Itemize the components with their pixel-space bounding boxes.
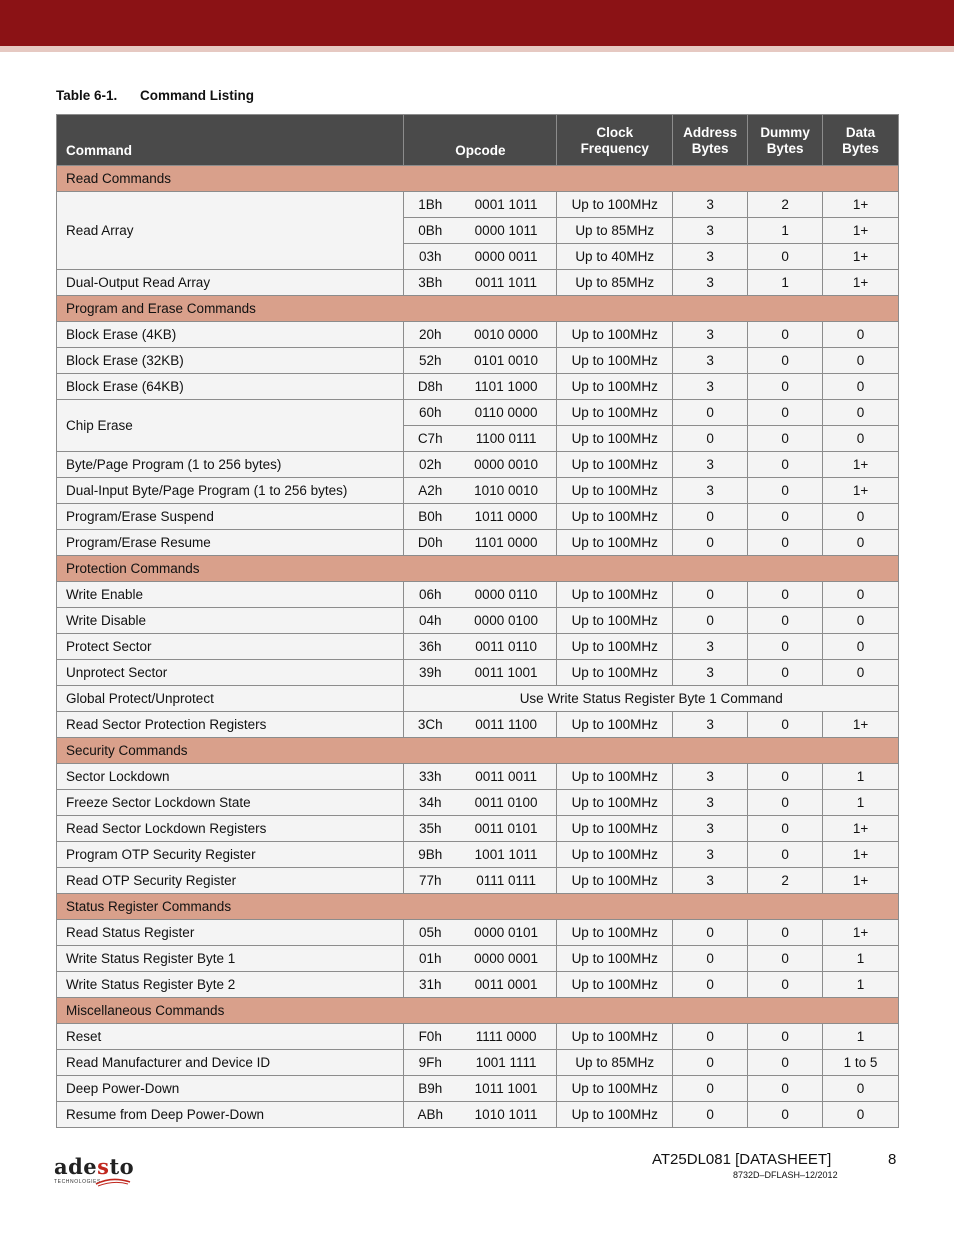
opcode-hex: ABh [404, 1102, 456, 1128]
dummy-bytes: 0 [748, 426, 823, 452]
group-title: Miscellaneous Commands [57, 998, 899, 1024]
command-name: Dual-Input Byte/Page Program (1 to 256 bytes) [57, 478, 404, 504]
data-bytes: 1+ [823, 192, 899, 218]
clock-frequency: Up to 100MHz [557, 790, 673, 816]
dummy-bytes: 0 [748, 478, 823, 504]
clock-frequency: Up to 100MHz [557, 426, 673, 452]
opcode-hex: 02h [404, 452, 456, 478]
command-table [56, 114, 899, 1128]
data-bytes: 1 [823, 790, 899, 816]
group-row [57, 998, 899, 1024]
clock-frequency: Up to 100MHz [557, 504, 673, 530]
dummy-bytes: 0 [748, 1102, 823, 1128]
address-bytes: 0 [673, 608, 748, 634]
header-bar [0, 0, 954, 52]
address-bytes: 3 [673, 452, 748, 478]
opcode-binary: 0000 0001 [456, 946, 557, 972]
command-name: Block Erase (64KB) [57, 374, 404, 400]
table-row [57, 478, 899, 504]
clock-frequency: Up to 85MHz [557, 218, 673, 244]
clock-frequency: Up to 85MHz [557, 270, 673, 296]
clock-frequency: Up to 40MHz [557, 244, 673, 270]
clock-frequency: Up to 100MHz [557, 1102, 673, 1128]
opcode-hex: 33h [404, 764, 456, 790]
address-bytes: 0 [673, 1102, 748, 1128]
opcode-hex: A2h [404, 478, 456, 504]
dummy-bytes: 0 [748, 374, 823, 400]
group-title: Protection Commands [57, 556, 899, 582]
table-row [57, 660, 899, 686]
command-name: Freeze Sector Lockdown State [57, 790, 404, 816]
data-bytes: 1+ [823, 478, 899, 504]
logo-swoosh-icon [94, 1176, 132, 1188]
clock-frequency: Up to 100MHz [557, 582, 673, 608]
clock-frequency: Up to 100MHz [557, 348, 673, 374]
dummy-bytes: 1 [748, 218, 823, 244]
data-bytes: 1 [823, 1024, 899, 1050]
opcode-hex: 36h [404, 634, 456, 660]
clock-frequency: Up to 100MHz [557, 868, 673, 894]
opcode-hex: 03h [404, 244, 456, 270]
group-title: Program and Erase Commands [57, 296, 899, 322]
opcode-hex: 35h [404, 816, 456, 842]
clock-frequency: Up to 100MHz [557, 634, 673, 660]
opcode-hex: 60h [404, 400, 456, 426]
address-bytes: 0 [673, 1024, 748, 1050]
clock-frequency: Up to 100MHz [557, 946, 673, 972]
dummy-bytes: 0 [748, 530, 823, 556]
opcode-binary: 1010 0010 [456, 478, 557, 504]
clock-frequency: Up to 100MHz [557, 920, 673, 946]
address-bytes: 3 [673, 764, 748, 790]
opcode-binary: 1011 0000 [456, 504, 557, 530]
table-number: Table 6-1. [56, 88, 118, 103]
opcode-hex: C7h [404, 426, 456, 452]
data-bytes: 1 [823, 946, 899, 972]
page-number: 8 [888, 1151, 897, 1168]
table-row [57, 920, 899, 946]
address-bytes: 0 [673, 1050, 748, 1076]
opcode-binary: 0011 0001 [456, 972, 557, 998]
command-name: Read Array [57, 192, 404, 270]
command-name: Write Status Register Byte 1 [57, 946, 404, 972]
command-name: Sector Lockdown [57, 764, 404, 790]
opcode-hex: 31h [404, 972, 456, 998]
clock-frequency: Up to 100MHz [557, 374, 673, 400]
opcode-binary: 1111 0000 [456, 1024, 557, 1050]
table-row [57, 348, 899, 374]
opcode-binary: 0101 0010 [456, 348, 557, 374]
table-row [57, 1050, 899, 1076]
table-row [57, 868, 899, 894]
command-note: Use Write Status Register Byte 1 Command [404, 686, 899, 712]
opcode-hex: 39h [404, 660, 456, 686]
data-bytes: 1+ [823, 218, 899, 244]
data-bytes: 0 [823, 634, 899, 660]
opcode-binary: 1010 1011 [456, 1102, 557, 1128]
dummy-bytes: 0 [748, 920, 823, 946]
command-name: Block Erase (4KB) [57, 322, 404, 348]
logo-subtext: TECHNOLOGIES [54, 1179, 101, 1185]
address-bytes: 3 [673, 192, 748, 218]
opcode-hex: F0h [404, 1024, 456, 1050]
address-bytes: 0 [673, 530, 748, 556]
command-name: Read Sector Protection Registers [57, 712, 404, 738]
data-bytes: 0 [823, 1076, 899, 1102]
address-bytes: 3 [673, 322, 748, 348]
opcode-hex: 05h [404, 920, 456, 946]
clock-frequency: Up to 100MHz [557, 452, 673, 478]
dummy-bytes: 0 [748, 348, 823, 374]
clock-frequency: Up to 100MHz [557, 816, 673, 842]
opcode-binary: 0011 0110 [456, 634, 557, 660]
dummy-bytes: 1 [748, 270, 823, 296]
address-bytes: 3 [673, 634, 748, 660]
group-title: Security Commands [57, 738, 899, 764]
clock-frequency: Up to 100MHz [557, 322, 673, 348]
dummy-bytes: 0 [748, 660, 823, 686]
data-bytes: 0 [823, 400, 899, 426]
opcode-binary: 0011 0011 [456, 764, 557, 790]
clock-frequency: Up to 100MHz [557, 608, 673, 634]
dummy-bytes: 0 [748, 842, 823, 868]
dummy-bytes: 2 [748, 192, 823, 218]
data-bytes: 0 [823, 322, 899, 348]
table-title: Command Listing [140, 88, 254, 103]
address-bytes: 3 [673, 790, 748, 816]
opcode-binary: 0011 0100 [456, 790, 557, 816]
opcode-binary: 1101 1000 [456, 374, 557, 400]
address-bytes: 3 [673, 816, 748, 842]
opcode-hex: 52h [404, 348, 456, 374]
opcode-binary: 0000 0010 [456, 452, 557, 478]
command-name: Write Enable [57, 582, 404, 608]
group-row [57, 296, 899, 322]
opcode-hex: 3Bh [404, 270, 456, 296]
address-bytes: 0 [673, 920, 748, 946]
data-bytes: 0 [823, 504, 899, 530]
group-row [57, 556, 899, 582]
dummy-bytes: 0 [748, 582, 823, 608]
command-name: Reset [57, 1024, 404, 1050]
address-bytes: 3 [673, 218, 748, 244]
col-header-opcode: Opcode [404, 115, 557, 166]
address-bytes: 0 [673, 1076, 748, 1102]
table-row [57, 1102, 899, 1128]
dummy-bytes: 0 [748, 452, 823, 478]
group-row [57, 166, 899, 192]
data-bytes: 1+ [823, 868, 899, 894]
clock-frequency: Up to 100MHz [557, 660, 673, 686]
opcode-hex: 9Fh [404, 1050, 456, 1076]
opcode-binary: 0011 1100 [456, 712, 557, 738]
address-bytes: 3 [673, 712, 748, 738]
command-name: Unprotect Sector [57, 660, 404, 686]
opcode-hex: 1Bh [404, 192, 456, 218]
command-name: Block Erase (32KB) [57, 348, 404, 374]
opcode-binary: 0011 1001 [456, 660, 557, 686]
data-bytes: 1+ [823, 244, 899, 270]
command-name: Write Status Register Byte 2 [57, 972, 404, 998]
opcode-binary: 0000 0110 [456, 582, 557, 608]
table-row [57, 270, 899, 296]
command-name: Program/Erase Resume [57, 530, 404, 556]
data-bytes: 0 [823, 348, 899, 374]
opcode-binary: 0000 0101 [456, 920, 557, 946]
dummy-bytes: 0 [748, 764, 823, 790]
dummy-bytes: 2 [748, 868, 823, 894]
table-header-row [57, 115, 899, 166]
document-code: 8732D–DFLASH–12/2012 [733, 1170, 838, 1180]
table-row [57, 972, 899, 998]
table-caption [56, 88, 254, 103]
opcode-hex: D8h [404, 374, 456, 400]
table-row [57, 686, 899, 712]
clock-frequency: Up to 100MHz [557, 1076, 673, 1102]
opcode-hex: 34h [404, 790, 456, 816]
clock-frequency: Up to 100MHz [557, 1024, 673, 1050]
table-row [57, 842, 899, 868]
address-bytes: 0 [673, 426, 748, 452]
group-row [57, 738, 899, 764]
address-bytes: 0 [673, 582, 748, 608]
command-name: Dual-Output Read Array [57, 270, 404, 296]
opcode-binary: 1100 0111 [456, 426, 557, 452]
data-bytes: 1+ [823, 816, 899, 842]
dummy-bytes: 0 [748, 608, 823, 634]
table-row [57, 322, 899, 348]
address-bytes: 3 [673, 348, 748, 374]
logo-wordmark: adesto [54, 1154, 135, 1179]
data-bytes: 1+ [823, 842, 899, 868]
address-bytes: 3 [673, 270, 748, 296]
dummy-bytes: 0 [748, 972, 823, 998]
address-bytes: 0 [673, 400, 748, 426]
table-row [57, 946, 899, 972]
opcode-hex: 9Bh [404, 842, 456, 868]
opcode-hex: 01h [404, 946, 456, 972]
table-row [57, 816, 899, 842]
clock-frequency: Up to 100MHz [557, 478, 673, 504]
opcode-hex: 04h [404, 608, 456, 634]
dummy-bytes: 0 [748, 244, 823, 270]
command-name: Deep Power-Down [57, 1076, 404, 1102]
data-bytes: 1+ [823, 712, 899, 738]
opcode-hex: 3Ch [404, 712, 456, 738]
clock-frequency: Up to 100MHz [557, 400, 673, 426]
data-bytes: 0 [823, 660, 899, 686]
opcode-hex: 0Bh [404, 218, 456, 244]
command-name: Read Manufacturer and Device ID [57, 1050, 404, 1076]
clock-frequency: Up to 100MHz [557, 530, 673, 556]
address-bytes: 3 [673, 244, 748, 270]
table-row [57, 764, 899, 790]
command-name: Read OTP Security Register [57, 868, 404, 894]
table-row [57, 374, 899, 400]
command-name: Byte/Page Program (1 to 256 bytes) [57, 452, 404, 478]
command-name: Resume from Deep Power-Down [57, 1102, 404, 1128]
opcode-binary: 0011 0101 [456, 816, 557, 842]
opcode-hex: D0h [404, 530, 456, 556]
command-name: Program/Erase Suspend [57, 504, 404, 530]
address-bytes: 3 [673, 842, 748, 868]
group-title: Read Commands [57, 166, 899, 192]
data-bytes: 1 [823, 764, 899, 790]
opcode-binary: 0001 1011 [456, 192, 557, 218]
table-row [57, 504, 899, 530]
opcode-hex: B0h [404, 504, 456, 530]
opcode-binary: 1101 0000 [456, 530, 557, 556]
data-bytes: 1 [823, 972, 899, 998]
address-bytes: 3 [673, 660, 748, 686]
dummy-bytes: 0 [748, 504, 823, 530]
table-row [57, 452, 899, 478]
company-logo [54, 1156, 144, 1192]
dummy-bytes: 0 [748, 1076, 823, 1102]
address-bytes: 3 [673, 374, 748, 400]
col-header-command: Command [57, 115, 404, 166]
opcode-binary: 0110 0000 [456, 400, 557, 426]
data-bytes: 0 [823, 1102, 899, 1128]
clock-frequency: Up to 85MHz [557, 1050, 673, 1076]
address-bytes: 0 [673, 972, 748, 998]
clock-frequency: Up to 100MHz [557, 842, 673, 868]
command-name: Global Protect/Unprotect [57, 686, 404, 712]
address-bytes: 0 [673, 946, 748, 972]
table-row [57, 712, 899, 738]
table-row [57, 634, 899, 660]
data-bytes: 1+ [823, 920, 899, 946]
table-body [57, 166, 899, 1128]
table-row [57, 530, 899, 556]
dummy-bytes: 0 [748, 946, 823, 972]
col-header-address: Address Bytes [673, 115, 748, 166]
dummy-bytes: 0 [748, 1050, 823, 1076]
command-name: Read Sector Lockdown Registers [57, 816, 404, 842]
table-row [57, 400, 899, 426]
table-row [57, 790, 899, 816]
dummy-bytes: 0 [748, 816, 823, 842]
opcode-binary: 0111 0111 [456, 868, 557, 894]
table-row [57, 582, 899, 608]
data-bytes: 0 [823, 426, 899, 452]
col-header-dummy: Dummy Bytes [748, 115, 823, 166]
document-title: AT25DL081 [DATASHEET] [652, 1151, 832, 1168]
opcode-binary: 1011 1001 [456, 1076, 557, 1102]
data-bytes: 0 [823, 530, 899, 556]
address-bytes: 3 [673, 478, 748, 504]
dummy-bytes: 0 [748, 634, 823, 660]
address-bytes: 3 [673, 868, 748, 894]
command-name: Program OTP Security Register [57, 842, 404, 868]
dummy-bytes: 0 [748, 790, 823, 816]
opcode-hex: 06h [404, 582, 456, 608]
command-name: Chip Erase [57, 400, 404, 452]
data-bytes: 0 [823, 374, 899, 400]
opcode-binary: 0010 0000 [456, 322, 557, 348]
command-name: Write Disable [57, 608, 404, 634]
opcode-binary: 1001 1111 [456, 1050, 557, 1076]
opcode-binary: 0000 0100 [456, 608, 557, 634]
address-bytes: 0 [673, 504, 748, 530]
command-name: Protect Sector [57, 634, 404, 660]
opcode-binary: 0000 1011 [456, 218, 557, 244]
clock-frequency: Up to 100MHz [557, 712, 673, 738]
opcode-binary: 0000 0011 [456, 244, 557, 270]
dummy-bytes: 0 [748, 1024, 823, 1050]
opcode-hex: 77h [404, 868, 456, 894]
table-row [57, 1024, 899, 1050]
opcode-hex: B9h [404, 1076, 456, 1102]
dummy-bytes: 0 [748, 712, 823, 738]
group-title: Status Register Commands [57, 894, 899, 920]
dummy-bytes: 0 [748, 322, 823, 348]
data-bytes: 0 [823, 608, 899, 634]
table-row [57, 608, 899, 634]
opcode-binary: 0011 1011 [456, 270, 557, 296]
dummy-bytes: 0 [748, 400, 823, 426]
opcode-hex: 20h [404, 322, 456, 348]
table-row [57, 192, 899, 218]
clock-frequency: Up to 100MHz [557, 764, 673, 790]
group-row [57, 894, 899, 920]
clock-frequency: Up to 100MHz [557, 192, 673, 218]
data-bytes: 1+ [823, 452, 899, 478]
col-header-data: Data Bytes [823, 115, 899, 166]
col-header-clock: Clock Frequency [557, 115, 673, 166]
data-bytes: 1 to 5 [823, 1050, 899, 1076]
opcode-binary: 1001 1011 [456, 842, 557, 868]
data-bytes: 0 [823, 582, 899, 608]
clock-frequency: Up to 100MHz [557, 972, 673, 998]
data-bytes: 1+ [823, 270, 899, 296]
command-name: Read Status Register [57, 920, 404, 946]
table-row [57, 1076, 899, 1102]
